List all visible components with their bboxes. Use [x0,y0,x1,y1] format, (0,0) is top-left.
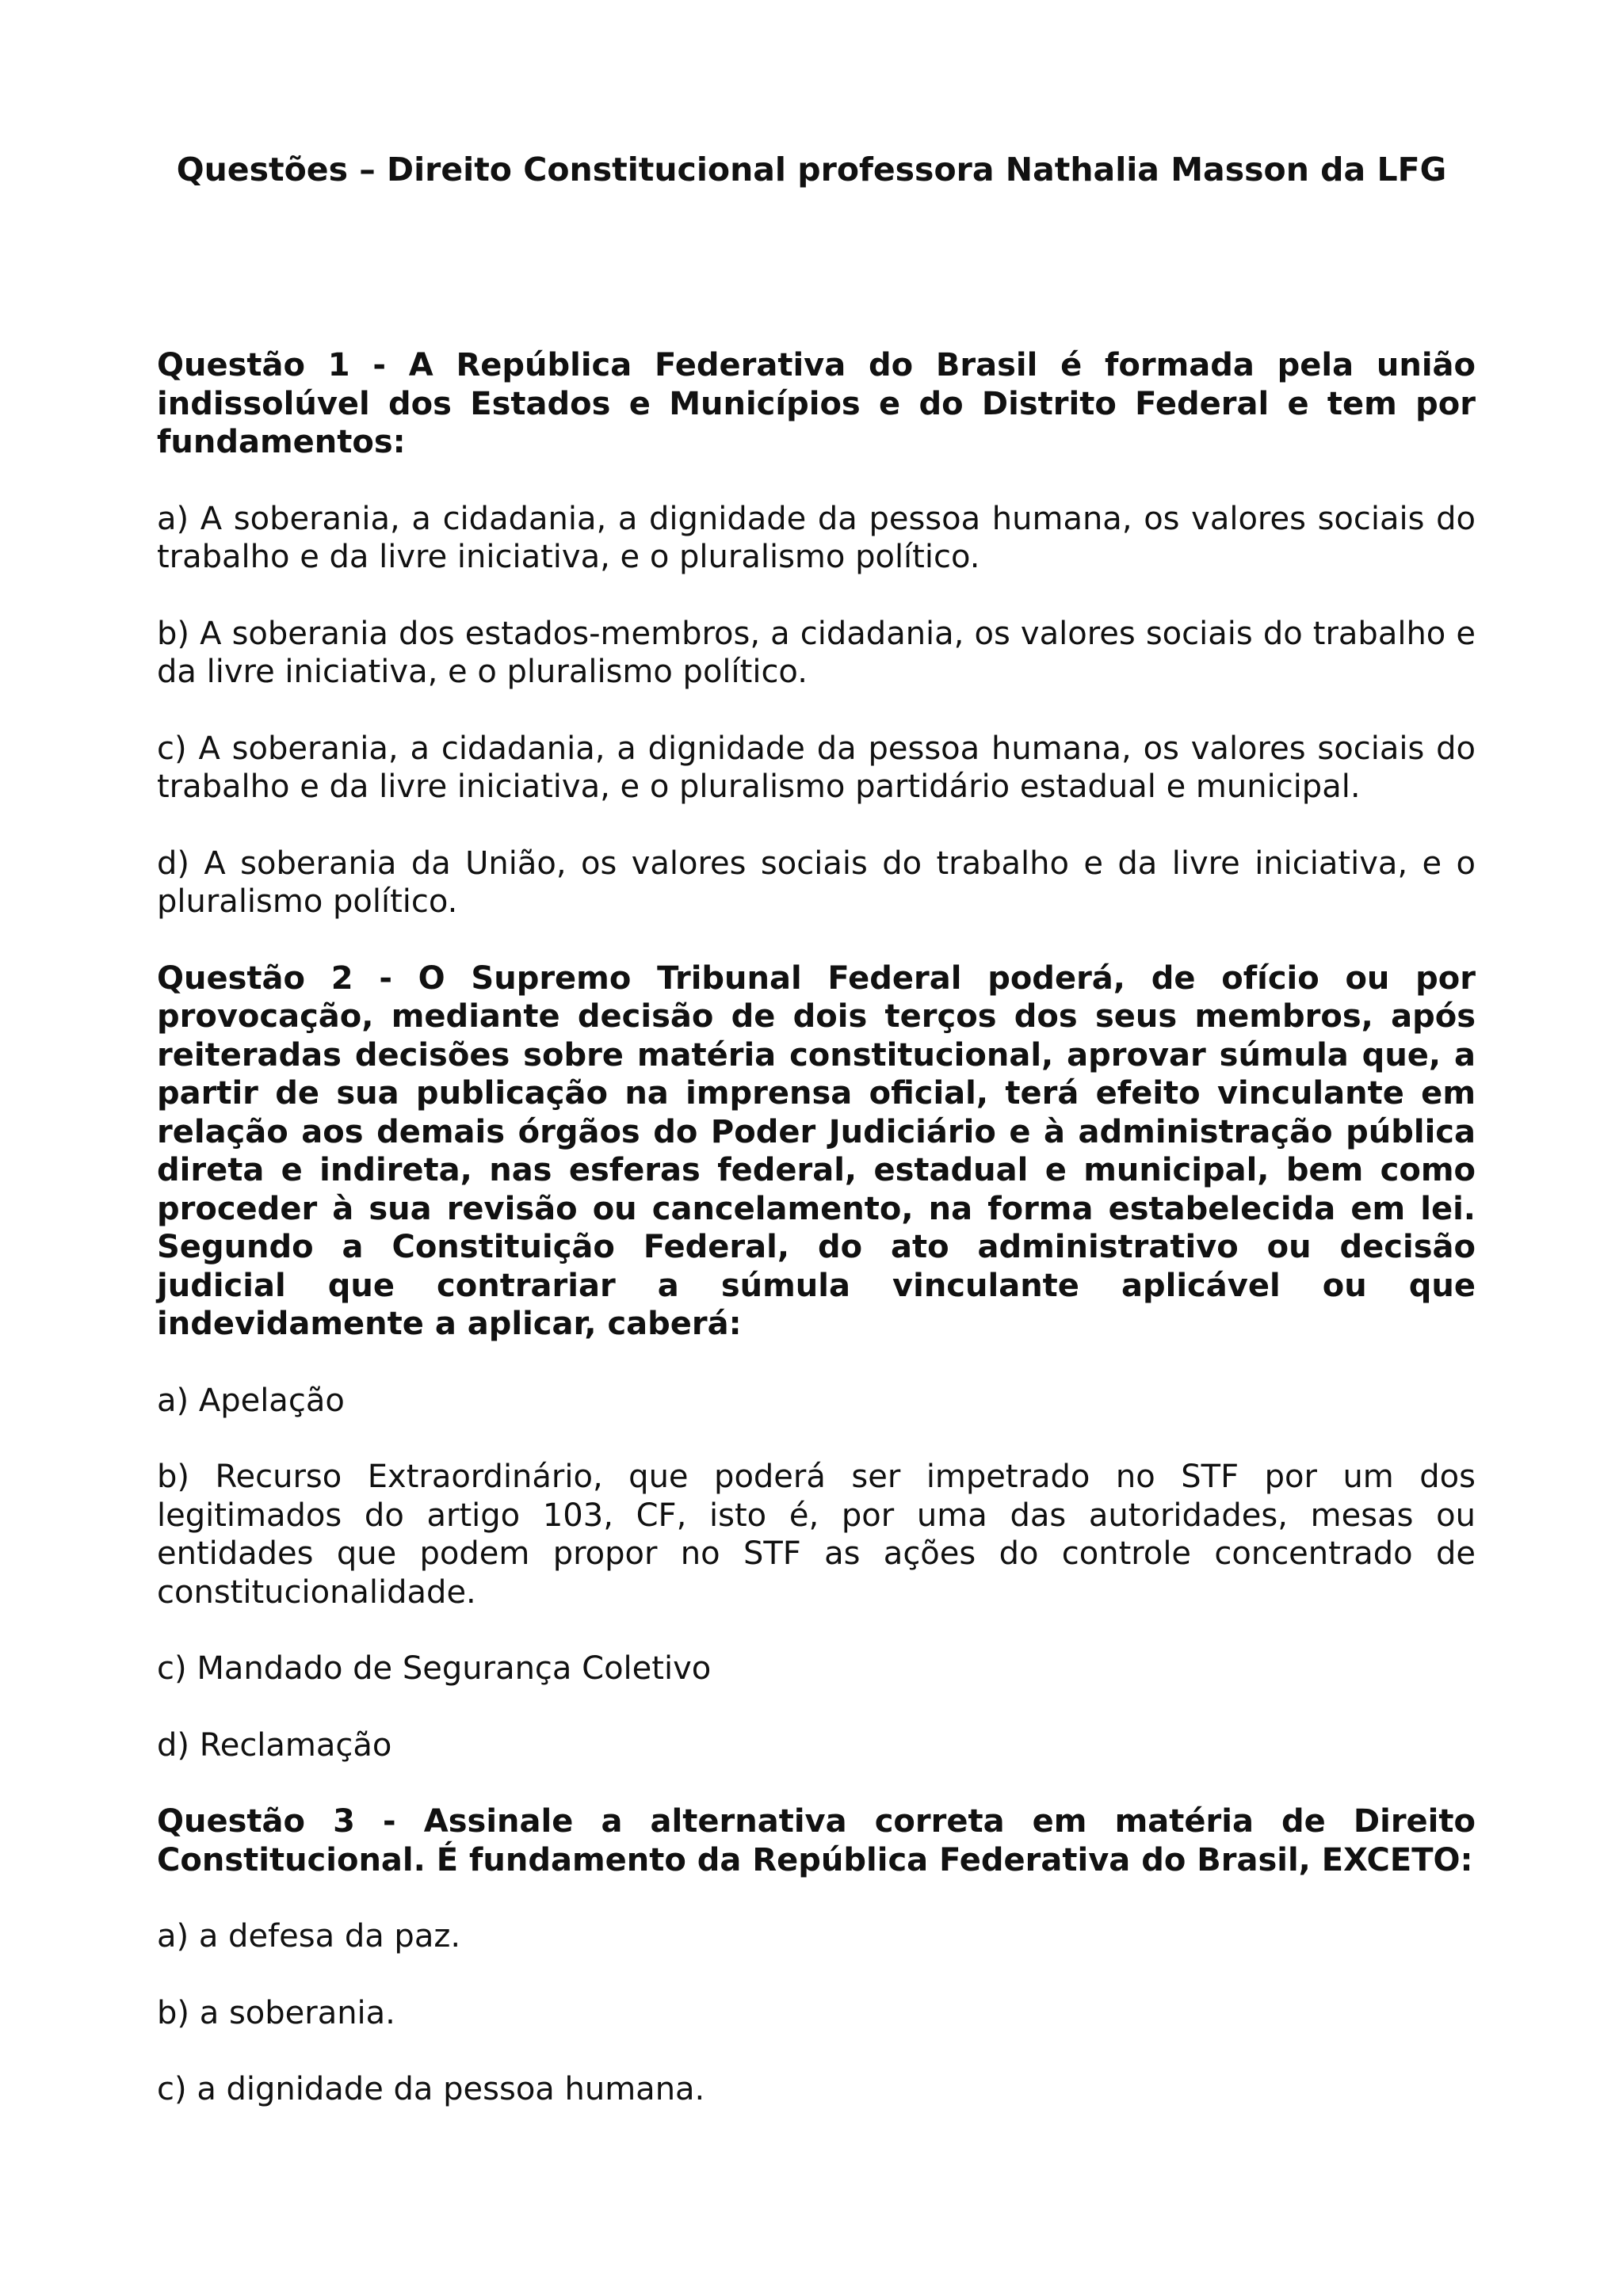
question-1-option-d: d) A soberania da União, os valores sociais do trabalho e da livre iniciativa, e o pluralismo político. [157,845,1476,920]
question-2-option-a: a) Apelação [157,1382,345,1419]
question-2-option-b: b) Recurso Extraordinário, que poderá ser impetrado no STF por um dos legitimados do artigo 103, CF, isto é, por uma das autoridades, mesas ou entidades que podem propor no STF as ações do controle concentrado de constitucionalidade. [157,1459,1476,1611]
question-1-option-a: a) A soberania, a cidadania, a dignidade da pessoa humana, os valores sociais do trabalho e da livre iniciativa, e o pluralismo político. [157,500,1476,575]
document-title: Questões – Direito Constitucional professora Nathalia Masson da LFG [176,151,1447,189]
question-1-option-b: b) A soberania dos estados-membros, a cidadania, os valores sociais do trabalho e da livre iniciativa, e o pluralismo político. [157,615,1476,690]
question-2-option-c: c) Mandado de Segurança Coletivo [157,1650,712,1687]
document-body [157,346,1476,2147]
question-2-statement: Questão 2 - O Supremo Tribunal Federal poderá, de ofício ou por provocação, mediante decisão de dois terços dos seus membros, após reiteradas decisões sobre matéria constitucional, aprovar súmula que, a partir de sua publicação na imprensa oficial, terá efeito vinculante em relação aos demais órgãos do Poder Judiciário e à administração pública direta e indireta, nas esferas federal, estadual e municipal, bem como proceder à sua revisão ou cancelamento, na forma estabelecida em lei. Segundo a Constituição Federal, do ato administrativo ou decisão judicial que contrariar a súmula vinculante aplicável ou que indevidamente a aplicar, caberá: [157,959,1476,1342]
question-3-option-a: a) a defesa da paz. [157,1918,461,1955]
question-1-statement: Questão 1 - A República Federativa do Brasil é formada pela união indissolúvel dos Estados e Municípios e do Distrito Federal e tem por fundamentos: [157,347,1476,460]
question-3-option-b: b) a soberania. [157,1994,395,2031]
question-2-option-d: d) Reclamação [157,1726,392,1764]
question-3-option-c: c) a dignidade da pessoa humana. [157,2071,705,2107]
question-3-statement: Questão 3 - Assinale a alternativa correta em matéria de Direito Constitucional. É fundamento da República Federativa do Brasil, EXCETO: [157,1803,1476,1878]
question-1-option-c: c) A soberania, a cidadania, a dignidade da pessoa humana, os valores sociais do trabalho e da livre iniciativa, e o pluralismo partidário estadual e municipal. [157,730,1476,805]
